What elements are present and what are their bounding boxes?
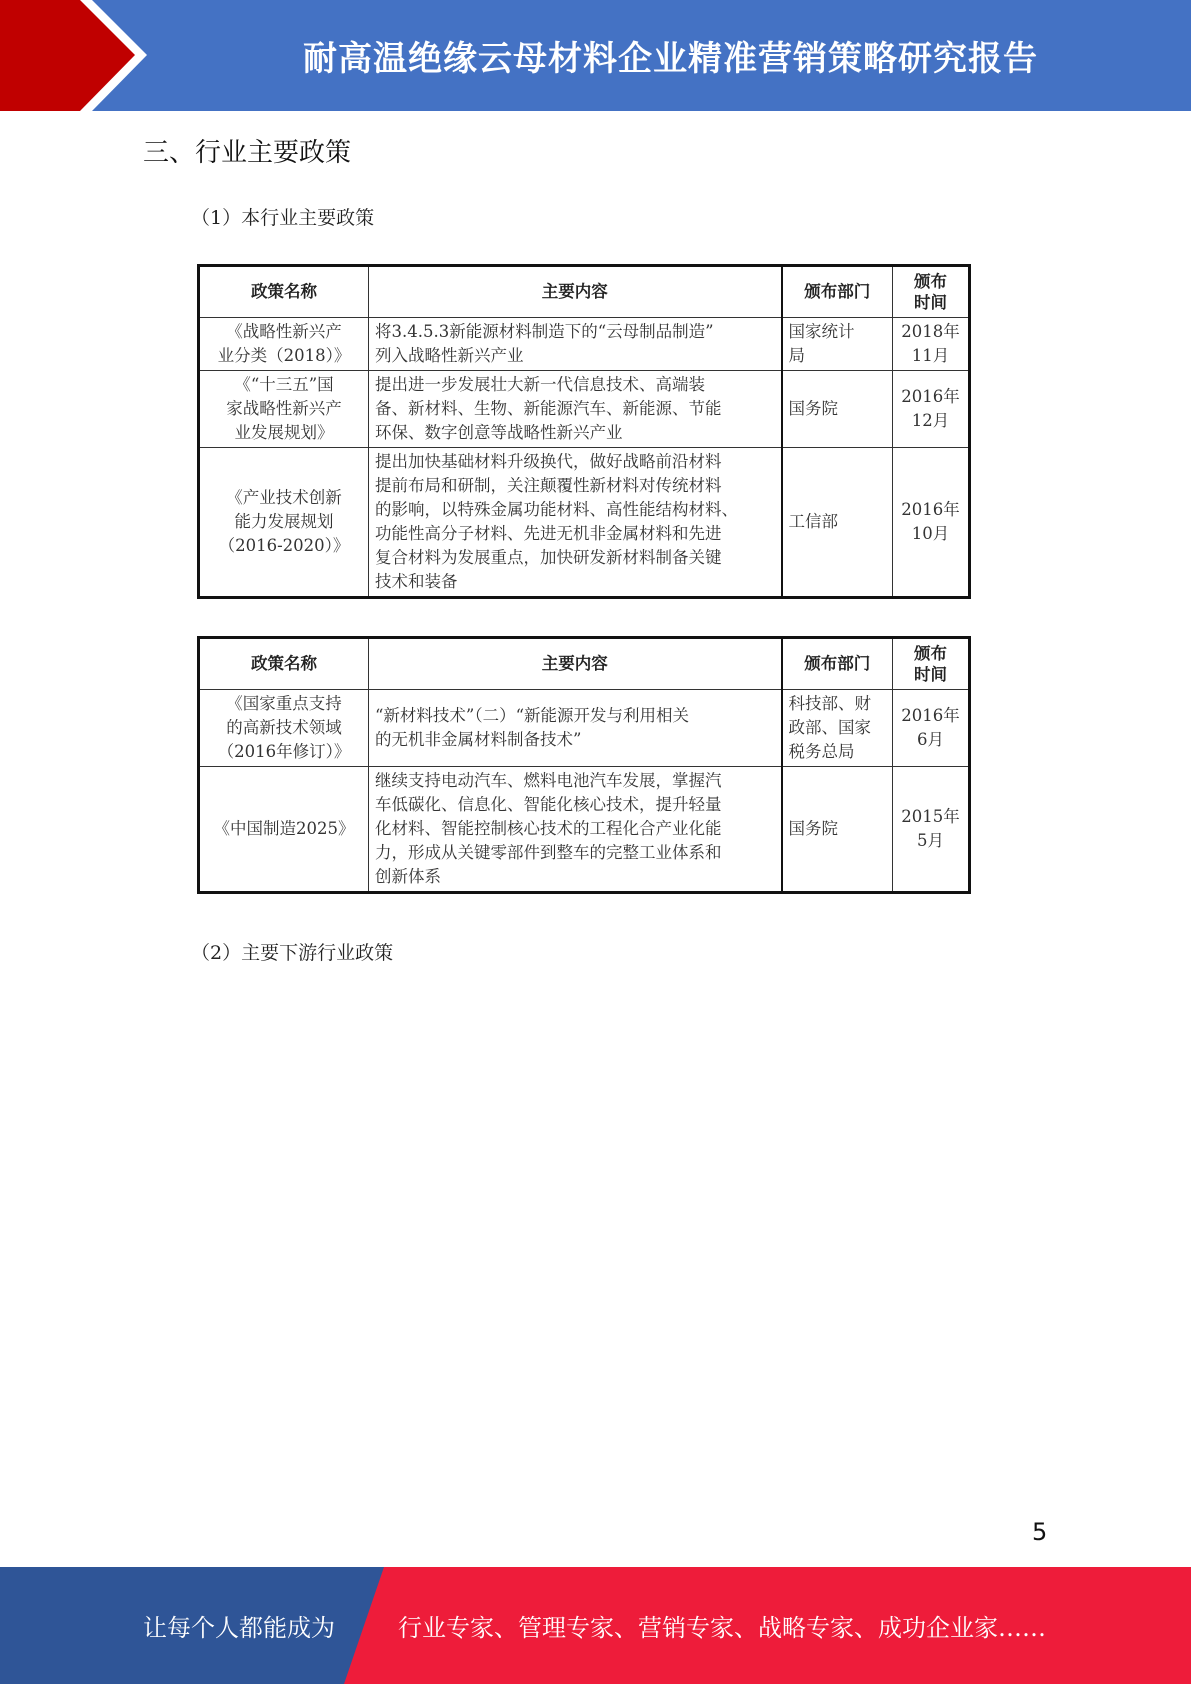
policy-content: 提出加快基础材料升级换代，做好战略前沿材料 提前布局和研制，关注颠覆性新材料对传统材料 的影响，以特殊金属功能材料、高性能结构材料、 功能性高分子材料、先进无机非金属材料和先进 复合材料为发展重点，加快研发新材料制备关键 技术和装备 xyxy=(369,448,782,598)
subsection-heading-1: （1）本行业主要政策 xyxy=(191,207,375,229)
footer-slogan-left: 让每个人都能成为 xyxy=(143,1614,335,1642)
policy-name: 《产业技术创新 能力发展规划 （2016-2020）》 xyxy=(199,448,369,598)
table-body xyxy=(199,690,970,893)
table-header-row xyxy=(199,638,970,690)
policy-date: 2018年 11月 xyxy=(893,318,970,371)
column-header-name: 政策名称 xyxy=(199,266,369,318)
page-number: 5 xyxy=(1032,1518,1048,1546)
table-row xyxy=(199,690,970,767)
table-row xyxy=(199,767,970,893)
table-row xyxy=(199,371,970,448)
column-header-date: 颁布 时间 xyxy=(893,266,970,318)
policy-date: 2015年 5月 xyxy=(893,767,970,893)
policy-dept: 国务院 xyxy=(782,371,893,448)
header-chevron-icon xyxy=(0,0,160,111)
policy-table-1 xyxy=(197,264,971,599)
policy-dept: 国家统计 局 xyxy=(782,318,893,371)
policy-date: 2016年 10月 xyxy=(893,448,970,598)
footer-slogan-right: 行业专家、管理专家、营销专家、战略专家、成功企业家…… xyxy=(398,1614,1046,1642)
page-footer xyxy=(0,1567,1191,1684)
policy-name: 《战略性新兴产 业分类（2018）》 xyxy=(199,318,369,371)
table-row xyxy=(199,448,970,598)
table-row xyxy=(199,318,970,371)
policy-table-2 xyxy=(197,636,971,894)
policy-content: 继续支持电动汽车、燃料电池汽车发展，掌握汽 车低碳化、信息化、智能化核心技术，提升轻量 化材料、智能控制核心技术的工程化合产业化能 力，形成从关键零部件到整车的完整工业体系和 创新体系 xyxy=(369,767,782,893)
policy-name: 《“十三五”国 家战略性新兴产 业发展规划》 xyxy=(199,371,369,448)
table-body xyxy=(199,318,970,598)
report-title: 耐高温绝缘云母材料企业精准营销策略研究报告 xyxy=(303,39,1038,79)
policy-content: 提出进一步发展壮大新一代信息技术、高端装 备、新材料、生物、新能源汽车、新能源、节能 环保、数字创意等战略性新兴产业 xyxy=(369,371,782,448)
policy-name: 《中国制造2025》 xyxy=(199,767,369,893)
policy-dept: 国务院 xyxy=(782,767,893,893)
policy-content: “新材料技术”（二）“新能源开发与利用相关 的无机非金属材料制备技术” xyxy=(369,690,782,767)
policy-date: 2016年 6月 xyxy=(893,690,970,767)
column-header-content: 主要内容 xyxy=(369,266,782,318)
policy-dept: 科技部、财 政部、国家 税务总局 xyxy=(782,690,893,767)
column-header-dept: 颁布部门 xyxy=(782,266,893,318)
section-heading: 三、行业主要政策 xyxy=(143,138,352,168)
policy-dept: 工信部 xyxy=(782,448,893,598)
column-header-name: 政策名称 xyxy=(199,638,369,690)
column-header-content: 主要内容 xyxy=(369,638,782,690)
column-header-dept: 颁布部门 xyxy=(782,638,893,690)
page-header xyxy=(0,0,1191,111)
policy-content: 将3.4.5.3新能源材料制造下的“云母制品制造” 列入战略性新兴产业 xyxy=(369,318,782,371)
policy-date: 2016年 12月 xyxy=(893,371,970,448)
subsection-heading-2: （2）主要下游行业政策 xyxy=(191,942,394,964)
column-header-date: 颁布 时间 xyxy=(893,638,970,690)
policy-name: 《国家重点支持 的高新技术领域 （2016年修订）》 xyxy=(199,690,369,767)
table-header-row xyxy=(199,266,970,318)
